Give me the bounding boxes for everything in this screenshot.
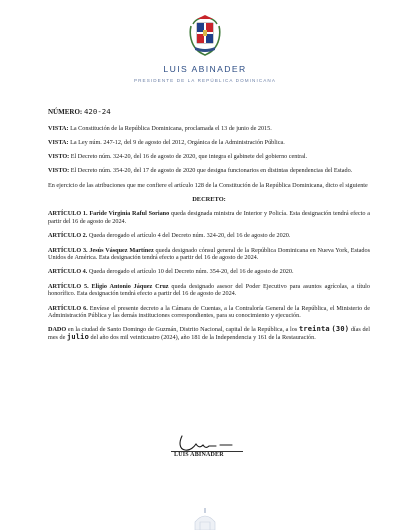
visto-paragraph bbox=[48, 153, 370, 161]
decree-number bbox=[48, 108, 370, 117]
article-label: ARTÍCULO 6. bbox=[48, 304, 88, 312]
vista-label: VISTA: bbox=[48, 138, 69, 146]
article-text: Envíese el presente decreto a la Cámara de Cuentas, a la Contraloría General de la República, el Ministerio de Administración Pública y las demás instituciones correspondientes, para su conocimiento y ejecución. bbox=[48, 304, 370, 320]
closing-text: del año dos mil veinticuatro (2024), año 181 de la Independencia y 161 de la Restauración. bbox=[88, 334, 316, 342]
signer-name: LUIS ABINADER bbox=[174, 452, 224, 458]
closing-text: en la ciudad de Santo Domingo de Guzmán, Distrito Nacional, capital de la República, a los bbox=[66, 326, 299, 334]
visto-text: El Decreto núm. 354-20, del 17 de agosto de 2020 que designa funcionarios en distintas dependencias del Estado. bbox=[69, 167, 353, 175]
article-label: ARTÍCULO 4. bbox=[48, 268, 88, 276]
closing-text: días del mes de bbox=[48, 326, 371, 342]
article-4 bbox=[48, 268, 370, 276]
article-6 bbox=[48, 305, 370, 320]
visto-label: VISTO: bbox=[48, 167, 70, 175]
visto-label: VISTO: bbox=[48, 153, 70, 161]
article-label: ARTÍCULO 3. bbox=[48, 246, 88, 254]
article-appointee: Eligio Antonio Jáquez Cruz bbox=[88, 282, 169, 290]
article-text: queda designado asesor del Poder Ejecutivo para asuntos agrícolas, a título honorífico. Esta designación tendrá efecto a partir del 16 de agosto de 2024. bbox=[48, 282, 370, 298]
visto-text: El Decreto núm. 324-20, del 16 de agosto de 2020, que integra el gabinete del gobierno central. bbox=[69, 153, 308, 161]
closing-month: julio bbox=[66, 333, 89, 342]
vista-label: VISTA: bbox=[48, 124, 69, 132]
article-text: Queda derogado el artículo 4 del Decreto núm. 324-20, del 16 de agosto de 2020. bbox=[87, 232, 291, 240]
article-appointee: Jesús Vásquez Martínez bbox=[87, 246, 154, 254]
decree-number-value: 420-24 bbox=[83, 107, 111, 116]
preamble: En ejercicio de las atribuciones que me confiere el artículo 128 de la Constitución de la República Dominicana, dicto el siguiente bbox=[48, 181, 368, 189]
vista-text: La Ley núm. 247-12, del 9 de agosto del 2012, Orgánica de la Administración Pública. bbox=[68, 138, 285, 146]
president-name: LUIS ABINADER bbox=[163, 64, 247, 74]
article-3 bbox=[48, 247, 370, 262]
article-text: Queda derogado el artículo 10 del Decreto núm. 354-20, del 16 de agosto de 2020. bbox=[87, 268, 294, 276]
article-label: ARTÍCULO 2. bbox=[48, 232, 88, 240]
decree-heading: DECRETO: bbox=[192, 195, 226, 203]
vista-text: La Constitución de la República Dominicana, proclamada el 13 de junio de 2015. bbox=[68, 124, 272, 132]
article-appointee: Faride Virginia Raful Soriano bbox=[87, 210, 170, 218]
palace-icon bbox=[190, 500, 220, 530]
article-label: ARTÍCULO 1. bbox=[48, 210, 88, 218]
decree-number-label: NÚMERO: bbox=[48, 108, 83, 116]
closing-paragraph bbox=[48, 326, 370, 341]
president-title: PRESIDENTE DE LA REPÚBLICA DOMINICANA bbox=[133, 78, 277, 83]
vista-paragraph bbox=[48, 139, 370, 147]
coat-of-arms-icon bbox=[185, 14, 225, 60]
visto-paragraph bbox=[48, 167, 370, 175]
vista-paragraph bbox=[48, 125, 370, 133]
article-label: ARTÍCULO 5. bbox=[48, 282, 89, 290]
article-text: queda designado cónsul general de la República Dominicana en Nueva York, Estados Unidos de América. Esta designación tendrá efecto a partir del 16 de agosto de 2024. bbox=[48, 246, 370, 262]
closing-day-words: treinta bbox=[298, 325, 330, 334]
article-2 bbox=[48, 232, 370, 240]
closing-label: DADO bbox=[48, 326, 67, 334]
article-text: queda designada ministra de Interior y Policía. Esta designación tendrá efecto a partir del 16 de agosto de 2024. bbox=[48, 210, 370, 226]
article-5 bbox=[48, 283, 370, 298]
article-1 bbox=[48, 210, 370, 225]
closing-day-number: (30) bbox=[331, 325, 350, 334]
decree-body bbox=[48, 108, 370, 348]
